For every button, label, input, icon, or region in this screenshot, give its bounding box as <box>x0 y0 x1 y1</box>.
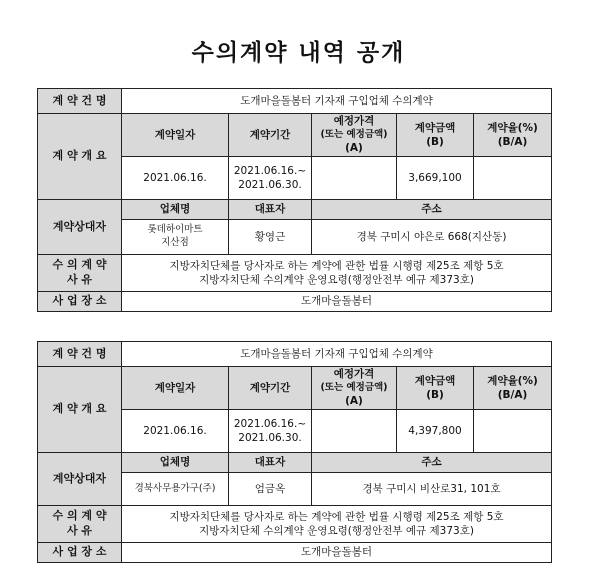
representative-value: 엄금옥 <box>229 473 312 506</box>
address-value: 경북 구미시 비산로31, 101호 <box>312 473 552 506</box>
contract-date-value: 2021.06.16. <box>122 410 229 453</box>
reason-value: 지방자치단체를 당사자로 하는 계약에 관한 법률 시행령 제25조 제항 5호 지방자치단체 수의계약 운영요령(행정안전부 예규 제373호) <box>122 506 552 543</box>
contract-rate-header: 계약율(%) (B/A) <box>474 114 552 157</box>
contract-overview-label: 계 약 개 요 <box>38 114 122 200</box>
contract-overview-label: 계 약 개 요 <box>38 367 122 453</box>
contract-period-value: 2021.06.16.~ 2021.06.30. <box>229 157 312 200</box>
contract-name-value: 도개마을돌봄터 기자재 구입업체 수의계약 <box>122 342 552 367</box>
project-site-value: 도개마을돌봄터 <box>122 543 552 563</box>
company-name-value: 경북사무용가구(주) <box>122 473 229 506</box>
representative-header: 대표자 <box>229 200 312 220</box>
contract-rate-value <box>474 157 552 200</box>
contract-amount-header: 계약금액 (B) <box>397 367 474 410</box>
contract-rate-header: 계약율(%) (B/A) <box>474 367 552 410</box>
project-site-label: 사 업 장 소 <box>38 543 122 563</box>
estimated-price-header: 예정가격 (또는 예정금액) (A) <box>312 114 397 157</box>
reason-label: 수 의 계 약 사 유 <box>38 255 122 292</box>
contract-date-header: 계약일자 <box>122 114 229 157</box>
contract-name-label: 계 약 건 명 <box>38 89 122 114</box>
reason-value: 지방자치단체를 당사자로 하는 계약에 관한 법률 시행령 제25조 제항 5호 지방자치단체 수의계약 운영요령(행정안전부 예규 제373호) <box>122 255 552 292</box>
reason-label: 수 의 계 약 사 유 <box>38 506 122 543</box>
contract-name-label: 계 약 건 명 <box>38 342 122 367</box>
representative-value: 황영근 <box>229 220 312 255</box>
estimated-price-value <box>312 157 397 200</box>
estimated-price-header: 예정가격 (또는 예정금액) (A) <box>312 367 397 410</box>
project-site-value: 도개마을돌봄터 <box>122 292 552 312</box>
contract-amount-header: 계약금액 (B) <box>397 114 474 157</box>
contract-rate-value <box>474 410 552 453</box>
contract-amount-value: 4,397,800 <box>397 410 474 453</box>
contract-name-value: 도개마을돌봄터 기자재 구입업체 수의계약 <box>122 89 552 114</box>
contract-amount-value: 3,669,100 <box>397 157 474 200</box>
company-name-header: 업체명 <box>122 453 229 473</box>
counterparty-label: 계약상대자 <box>38 200 122 255</box>
counterparty-label: 계약상대자 <box>38 453 122 506</box>
contract-period-header: 계약기간 <box>229 367 312 410</box>
contract-period-header: 계약기간 <box>229 114 312 157</box>
address-header: 주소 <box>312 200 552 220</box>
contract-table-1 <box>37 88 552 312</box>
address-value: 경북 구미시 야은로 668(지산동) <box>312 220 552 255</box>
company-name-header: 업체명 <box>122 200 229 220</box>
contract-date-value: 2021.06.16. <box>122 157 229 200</box>
address-header: 주소 <box>312 453 552 473</box>
page-title: 수의계약 내역 공개 <box>191 40 406 66</box>
representative-header: 대표자 <box>229 453 312 473</box>
project-site-label: 사 업 장 소 <box>38 292 122 312</box>
estimated-price-value <box>312 410 397 453</box>
company-name-value: 롯데하이마트 지산점 <box>122 220 229 255</box>
contract-table-2 <box>37 341 552 563</box>
contract-date-header: 계약일자 <box>122 367 229 410</box>
contract-period-value: 2021.06.16.~ 2021.06.30. <box>229 410 312 453</box>
